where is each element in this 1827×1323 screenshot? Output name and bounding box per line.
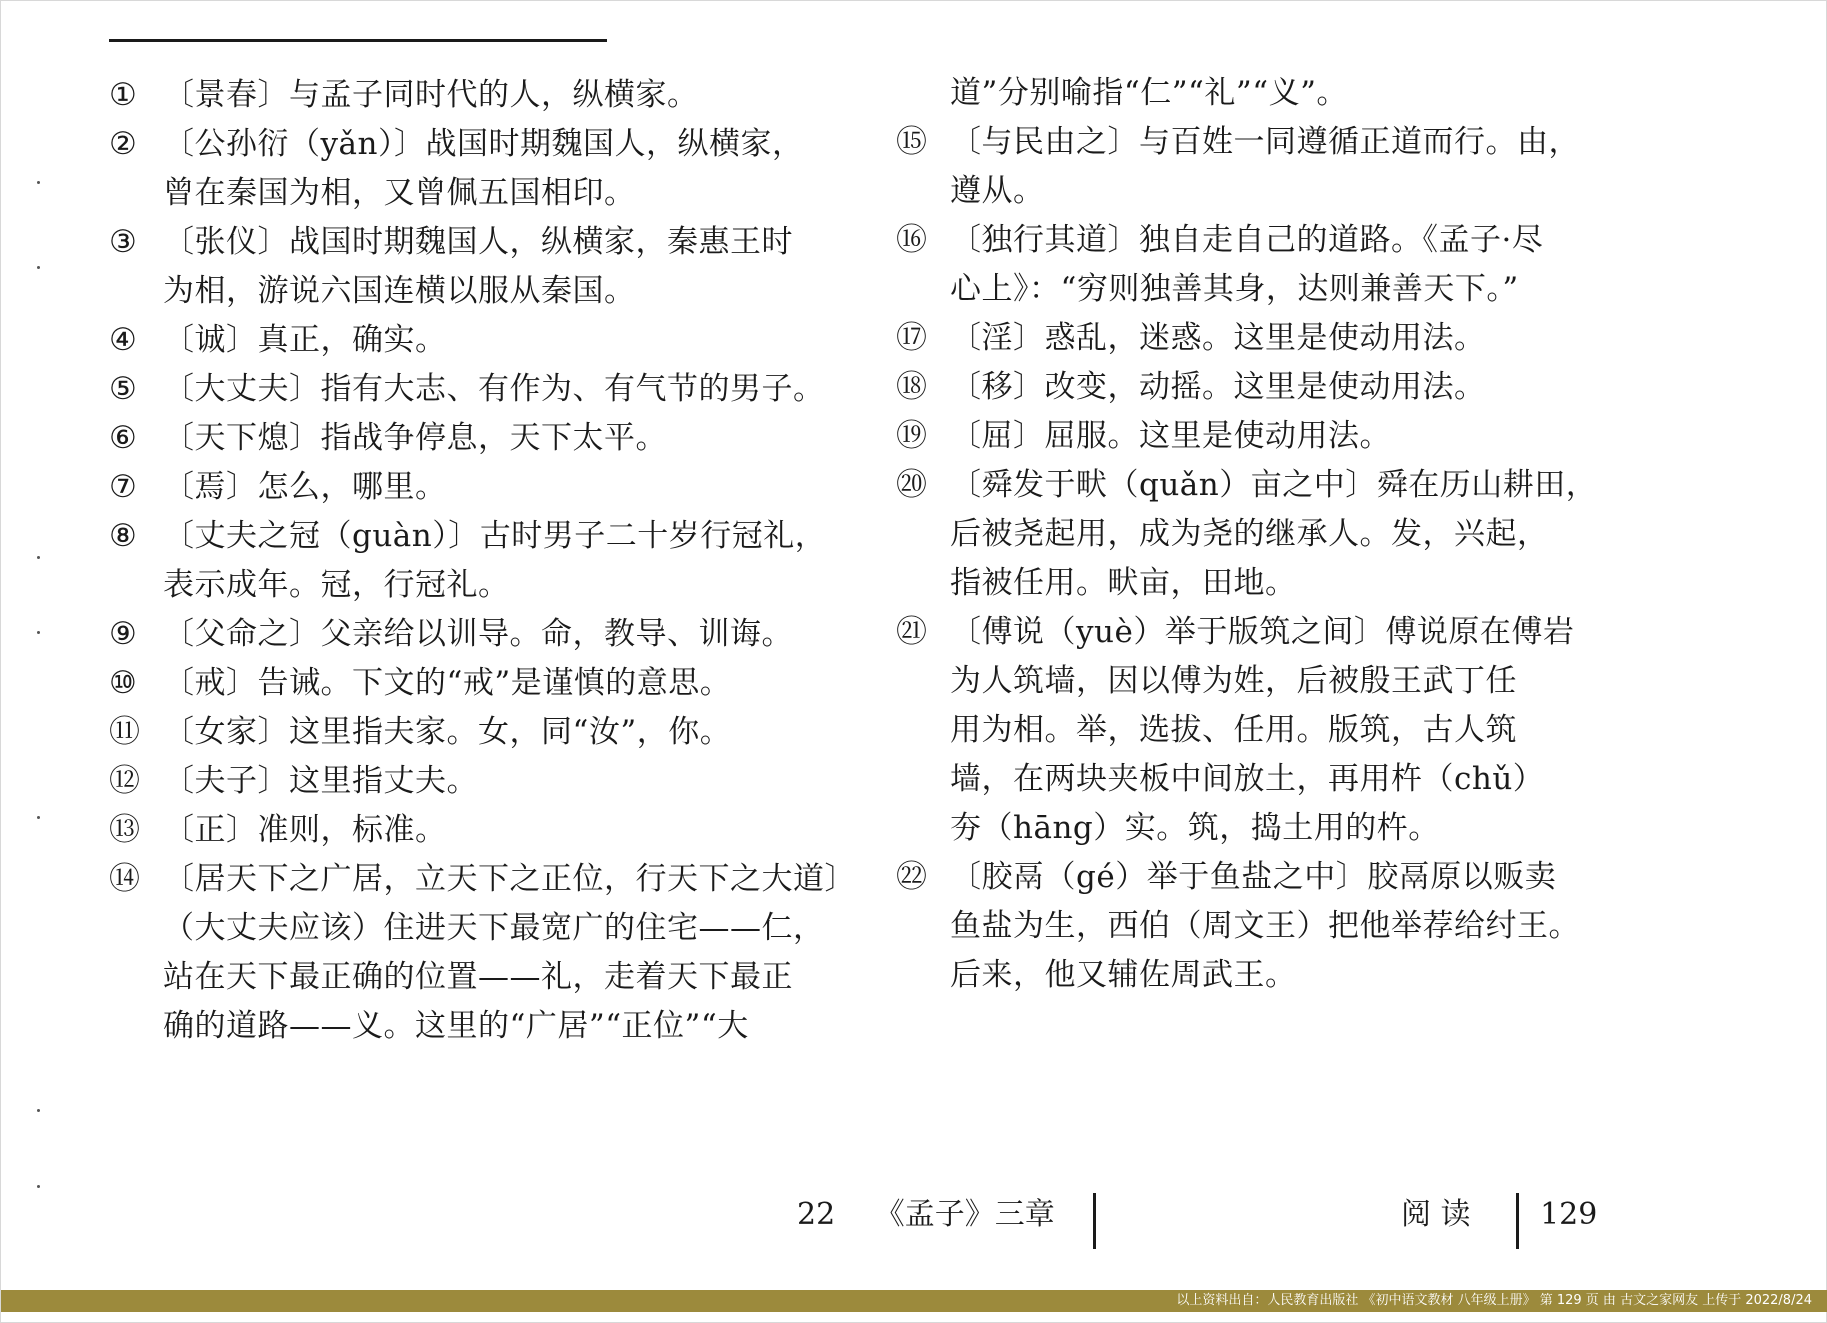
notes-left-column [109,71,856,1051]
note-text: 〔女家〕这里指夫家。女，同“汝”，你。 [163,714,732,750]
margin-mark [37,266,40,269]
note-text: 确的道路——义。这里的“广居”“正位”“大 [163,1008,749,1044]
note-text: 〔移〕改变，动摇。这里是使动用法。 [950,369,1486,405]
note-text: 为人筑墙，因以傅为姓，后被殷王武丁任 [950,663,1517,699]
chapter-footer [797,1189,1055,1233]
note-9 [109,610,849,659]
note-text: 道”分别喻指“仁”“礼”“义”。 [950,75,1348,111]
note-number: ⑦ [109,469,138,505]
note-number: ② [109,126,138,162]
chapter-title: 《孟子》三章 [874,1197,1055,1232]
note-text: 为相，游说六国连横以服从秦国。 [163,273,636,309]
note-number: ㉒ [896,859,928,895]
note-text: 〔公孙衍（yǎn）〕战国时期魏国人，纵横家， [163,126,804,162]
note-text: 〔正〕准则，标准。 [163,812,447,848]
top-rule-divider [109,39,607,42]
margin-mark [37,816,40,819]
margin-mark [37,556,40,559]
note-text: 〔傅说（yuè）举于版筑之间〕傅说原在傅岩 [950,614,1575,650]
note-text: 站在天下最正确的位置——礼，走着天下最正 [163,959,793,995]
note-14 [109,855,856,1051]
note-text: 〔天下熄〕指战争停息，天下太平。 [163,420,667,456]
note-10 [109,659,849,708]
note-number: ⑩ [109,665,138,701]
note-19 [896,412,1656,461]
margin-mark [37,631,40,634]
note-number: ⑬ [109,812,141,848]
note-text: 后来，他又辅佐周武王。 [950,957,1297,993]
note-text: 后被尧起用，成为尧的继承人。发，兴起， [950,516,1549,552]
source-info-text: 以上资料出自：人民教育出版社 《初中语文教材 八年级上册》 第 129 页 由 古文之家网友 上传于 2022/8/24 [1176,1293,1812,1308]
margin-mark [37,1109,40,1112]
note-1 [109,71,849,120]
note-number: ⑥ [109,420,138,456]
note-text: 〔焉〕怎么，哪里。 [163,469,447,505]
note-number: ⑯ [896,222,928,258]
note-text: 〔诚〕真正，确实。 [163,322,447,358]
note-text: 心上》：“穷则独善其身，达则兼善天下。” [950,271,1519,307]
note-number: ⑧ [109,518,138,554]
note-16 [896,216,1656,314]
note-text: 〔戒〕告诫。下文的“戒”是谨慎的意思。 [163,665,732,701]
footer-divider [1093,1193,1096,1249]
note-18 [896,363,1656,412]
note-13 [109,806,849,855]
note-number: ⑫ [109,763,141,799]
note-number: ⑮ [896,124,928,160]
note-text: 〔大丈夫〕指有大志、有作为、有气节的男子。 [163,371,825,407]
note-7 [109,463,849,512]
note-number: ⑪ [109,714,141,750]
note-text: 墙，在两块夹板中间放土，再用杵（chǔ） [950,761,1545,797]
note-20 [896,461,1656,608]
note-text: 〔丈夫之冠（guàn）〕古时男子二十岁行冠礼， [163,518,827,554]
note-text: 〔胶鬲（gé）举于鱼盐之中〕胶鬲原以贩卖 [950,859,1557,895]
note-number: ㉑ [896,614,928,650]
note-text: 〔淫〕惑乱，迷惑。这里是使动用法。 [950,320,1486,356]
chapter-number: 22 [797,1197,836,1232]
note-text: 〔与民由之〕与百姓一同遵循正道而行。由， [950,124,1580,160]
note-text: 〔景春〕与孟子同时代的人，纵横家。 [163,77,699,113]
note-11 [109,708,849,757]
notes-right-column [896,69,1656,1000]
footer-divider [1516,1193,1519,1249]
margin-mark [37,1185,40,1188]
note-12 [109,757,849,806]
note-number: ③ [109,224,138,260]
note-number: ⑳ [896,467,928,503]
note-8 [109,512,849,610]
note-5 [109,365,849,414]
note-14-continuation [896,69,1656,118]
note-3 [109,218,849,316]
note-21 [896,608,1656,853]
note-22 [896,853,1656,1000]
note-text: 〔父命之〕父亲给以训导。命，教导、训诲。 [163,616,793,652]
note-text: 用为相。举，选拔、任用。版筑，古人筑 [950,712,1517,748]
note-text: （大丈夫应该）住进天下最宽广的住宅——仁， [163,910,825,946]
note-text: 〔居天下之广居，立天下之正位，行天下之大道〕 [163,861,856,897]
note-number: ⑭ [109,861,141,897]
note-text: 〔屈〕屈服。这里是使动用法。 [950,418,1391,454]
note-text: 〔舜发于畎（quǎn）亩之中〕舜在历山耕田， [950,467,1598,503]
note-text: 〔张仪〕战国时期魏国人，纵横家，秦惠王时 [163,224,793,260]
note-6 [109,414,849,463]
note-text: 指被任用。畎亩，田地。 [950,565,1297,601]
page-footer [1401,1189,1597,1233]
page-number: 129 [1540,1197,1598,1232]
note-number: ⑲ [896,418,928,454]
note-number: ⑰ [896,320,928,356]
note-number: ⑤ [109,371,138,407]
margin-mark [37,181,40,184]
section-label: 阅 读 [1401,1197,1471,1232]
note-text: 〔夫子〕这里指丈夫。 [163,763,478,799]
note-text: 表示成年。冠，行冠礼。 [163,567,510,603]
note-text: 遵从。 [950,173,1045,209]
note-text: 曾在秦国为相，又曾佩五国相印。 [163,175,636,211]
note-number: ⑱ [896,369,928,405]
note-number: ⑨ [109,616,138,652]
note-4 [109,316,849,365]
note-17 [896,314,1656,363]
note-number: ④ [109,322,138,358]
note-text: 〔独行其道〕独自走自己的道路。《孟子·尽 [950,222,1544,258]
note-number: ① [109,77,138,113]
note-text: 夯（hāng）实。筑，捣土用的杵。 [950,810,1440,846]
note-15 [896,118,1656,216]
source-info-bar [1,1290,1827,1312]
note-text: 鱼盐为生，西伯（周文王）把他举荐给纣王。 [950,908,1580,944]
note-2 [109,120,849,218]
